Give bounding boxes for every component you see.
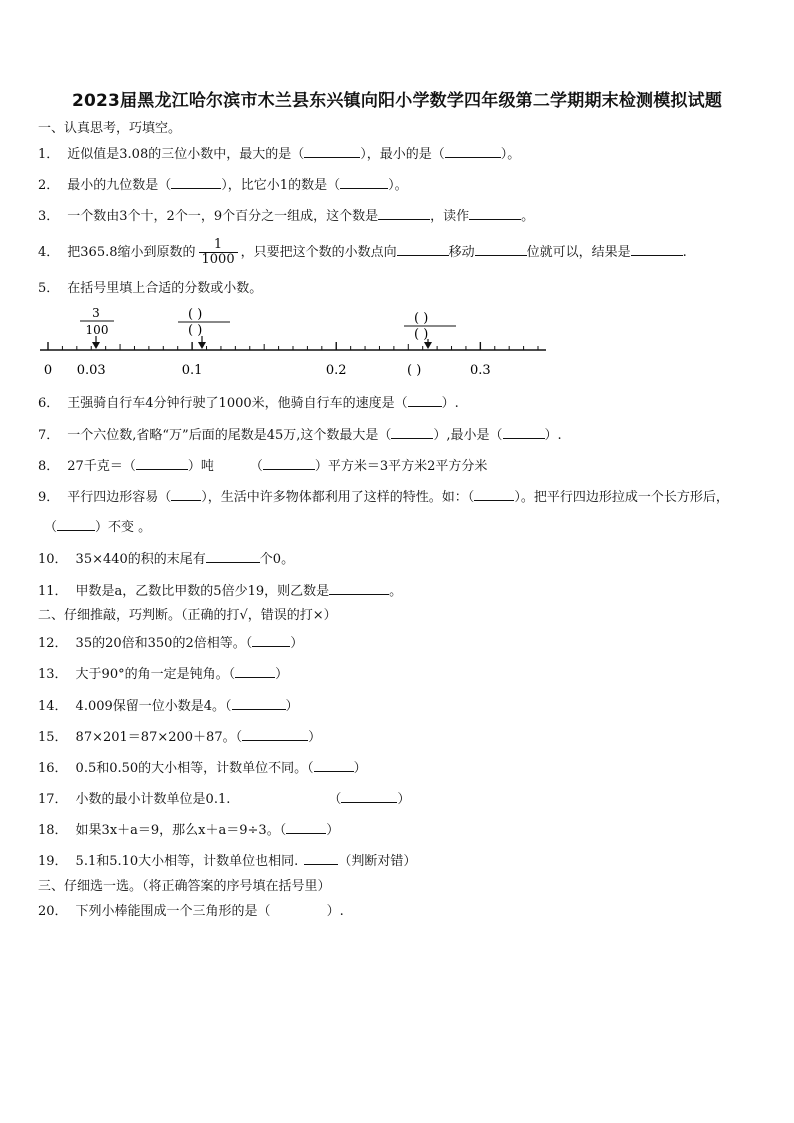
answer-blank[interactable] [171, 488, 201, 501]
question-16 [38, 759, 367, 778]
question-text: 最小的九位数是（ [67, 178, 172, 193]
question-6 [38, 394, 459, 413]
question-number: 7． [38, 428, 60, 443]
answer-blank[interactable] [286, 821, 326, 834]
question-number: 3． [38, 209, 60, 224]
section-2-heading: 二、仔细推敲，巧判断。（正确的打√，错误的打×） [38, 608, 337, 623]
answer-blank[interactable] [397, 243, 449, 256]
question-text: 位就可以，结果是 [526, 245, 631, 260]
question-text: . [682, 245, 687, 260]
answer-blank[interactable] [232, 697, 286, 710]
question-text: 。 [389, 584, 403, 599]
question-text: 把365.8缩小到原数的 [67, 245, 196, 260]
question-text: （判断对错） [338, 854, 417, 869]
answer-blank[interactable] [503, 426, 545, 439]
question-number: 13． [38, 667, 68, 682]
question-text: 大于90°的角一定是钝角。（ [75, 667, 236, 682]
number-line-tick-label: 0.1 [181, 363, 203, 378]
question-text: ）。把平行四边形拉成一个长方形后， [514, 490, 729, 505]
question-9-continued [44, 518, 151, 537]
number-line-tick-label: 0.03 [76, 363, 106, 378]
question-text: ） [290, 636, 304, 651]
question-text: 甲数是a，乙数比甲数的5倍少19，则乙数是 [75, 584, 330, 599]
question-text: ，读作 [430, 209, 470, 224]
question-text: 87×201＝87×200＋87。（ [75, 730, 243, 745]
question-number: 20． [38, 904, 68, 919]
question-text: ）吨 [187, 459, 214, 474]
question-7 [38, 426, 562, 445]
question-text: ） [397, 792, 411, 807]
answer-blank[interactable] [378, 207, 430, 220]
question-number: 4． [38, 245, 60, 260]
fraction-label-numerator: 3 [92, 306, 100, 320]
number-line-ticks [48, 342, 538, 350]
question-number: 1． [38, 147, 60, 162]
answer-blank[interactable] [341, 790, 397, 803]
answer-blank[interactable] [391, 426, 433, 439]
fraction [199, 238, 238, 267]
question-text: ）. [441, 396, 459, 411]
question-text: 。 [521, 209, 535, 224]
question-text: ） [285, 699, 299, 714]
question-text: ）。 [500, 147, 521, 162]
question-number: 2． [38, 178, 60, 193]
answer-blank[interactable] [475, 243, 527, 256]
section-1-heading: 一、认真思考，巧填空。 [38, 121, 182, 136]
answer-blank[interactable] [252, 634, 290, 647]
number-line-labels [44, 363, 491, 378]
question-number: 10． [38, 552, 68, 567]
question-number: 17． [38, 792, 68, 807]
answer-blank[interactable] [235, 665, 275, 678]
question-13 [38, 665, 288, 684]
answer-blank[interactable] [445, 145, 501, 158]
section-3-heading: 三、仔细选一选。（将正确答案的序号填在括号里） [38, 879, 331, 894]
question-text: ） [353, 761, 367, 776]
question-text: 个0。 [259, 552, 295, 567]
question-text: ）. [326, 904, 344, 919]
answer-blank[interactable] [631, 243, 683, 256]
question-11 [38, 582, 402, 601]
question-9 [38, 488, 729, 507]
question-text: ） [308, 730, 322, 745]
number-line-tick-label: 0.2 [325, 363, 347, 378]
question-number: 18． [38, 823, 68, 838]
question-text: ），最小的是（ [360, 147, 445, 162]
answer-blank[interactable] [304, 852, 338, 865]
question-5 [38, 280, 262, 298]
answer-blank[interactable] [242, 728, 308, 741]
question-17 [38, 790, 410, 809]
answer-blank[interactable] [136, 457, 188, 470]
question-text: ）不变 。 [95, 520, 152, 535]
question-text: （ [328, 792, 342, 807]
question-text: ）。 [388, 178, 408, 193]
question-2 [38, 176, 408, 195]
question-text: 5.1和5.10大小相等，计数单位也相同. [75, 854, 299, 869]
question-text: 4.009保留一位小数是4。（ [75, 699, 232, 714]
answer-blank[interactable] [304, 145, 360, 158]
answer-blank[interactable] [474, 488, 514, 501]
question-number: 15． [38, 730, 68, 745]
arrow-icon [92, 336, 100, 349]
question-text: 小数的最小计数单位是0.1. [75, 792, 231, 807]
question-number: 16． [38, 761, 68, 776]
question-text: 平行四边形容易（ [67, 490, 172, 505]
answer-blank[interactable] [329, 582, 389, 595]
answer-blank[interactable] [57, 518, 95, 531]
answer-blank[interactable] [171, 176, 221, 189]
question-number: 11． [38, 584, 68, 599]
question-text: 一个六位数,省略“万”后面的尾数是45万,这个数最大是（ [67, 428, 392, 443]
question-text: 王强骑自行车4分钟行驶了1000米，他骑自行车的速度是（ [67, 396, 408, 411]
question-text: 35的20倍和350的2倍相等。（ [75, 636, 253, 651]
question-text: 27千克＝（ [67, 459, 136, 474]
answer-blank[interactable] [314, 759, 354, 772]
question-text: ） [326, 823, 340, 838]
question-20 [38, 903, 344, 921]
blank-fraction-denominator[interactable]: ( ) [188, 323, 203, 338]
question-number: 5． [38, 281, 60, 296]
question-3 [38, 207, 534, 226]
question-number: 14． [38, 699, 68, 714]
question-number: 6． [38, 396, 60, 411]
number-line-tick-label: 0 [43, 363, 53, 378]
question-text: ），生活中许多物体都利用了这样的特性。如：（ [201, 490, 475, 505]
question-text: 一个数由3个十，2个一，9个百分之一组成，这个数是 [67, 209, 379, 224]
question-number: 9． [38, 490, 60, 505]
question-text: （ [249, 459, 263, 474]
question-number: 12． [38, 636, 68, 651]
blank-fraction-numerator[interactable]: ( ) [188, 307, 203, 322]
question-text: 近似值是3.08的三位小数中，最大的是（ [67, 147, 305, 162]
question-15 [38, 728, 321, 747]
question-text: ） [275, 667, 289, 682]
question-text: ）,最小是（ [433, 428, 503, 443]
question-19 [38, 852, 416, 871]
answer-blank[interactable] [263, 457, 315, 470]
question-text: ，只要把这个数的小数点向 [240, 245, 397, 260]
number-line-tick-label: 0.3 [470, 363, 491, 378]
fraction-numerator: 1 [199, 238, 238, 253]
question-text: 下列小棒能围成一个三角形的是（ [75, 904, 271, 919]
answer-blank[interactable] [469, 207, 521, 220]
question-14 [38, 697, 299, 716]
answer-blank[interactable] [206, 550, 260, 563]
question-1 [38, 145, 520, 164]
blank-decimal-label[interactable]: ( ) [407, 363, 422, 378]
question-number: 19． [38, 854, 68, 869]
question-number: 8． [38, 459, 60, 474]
number-line-figure [38, 304, 558, 382]
question-text: ），比它小1的数是（ [221, 178, 341, 193]
question-8 [38, 457, 487, 476]
question-text: ）. [544, 428, 562, 443]
page-title: 2023届黑龙江哈尔滨市木兰县东兴镇向阳小学数学四年级第二学期期末检测模拟试题 [71, 91, 723, 111]
question-text: 在括号里填上合适的分数或小数。 [67, 281, 263, 296]
question-text: 35×440的积的末尾有 [75, 552, 206, 567]
question-text: 如果3x＋a＝9，那么x＋a＝9÷3。（ [75, 823, 287, 838]
fraction-denominator: 1000 [201, 252, 235, 267]
answer-blank[interactable] [340, 176, 388, 189]
question-text: （ [44, 520, 58, 535]
blank-fraction-denominator[interactable]: ( ) [414, 327, 429, 342]
question-text: 移动 [448, 245, 475, 260]
question-12 [38, 634, 303, 653]
question-text: 0.5和0.50的大小相等，计数单位不同。（ [75, 761, 314, 776]
answer-blank[interactable] [408, 394, 442, 407]
question-10 [38, 550, 294, 569]
question-text: ）平方米＝3平方米2平方分米 [314, 459, 488, 474]
question-18 [38, 821, 339, 840]
question-4 [38, 238, 687, 268]
blank-fraction-numerator[interactable]: ( ) [414, 311, 429, 326]
fraction-label-denominator: 100 [85, 323, 109, 337]
